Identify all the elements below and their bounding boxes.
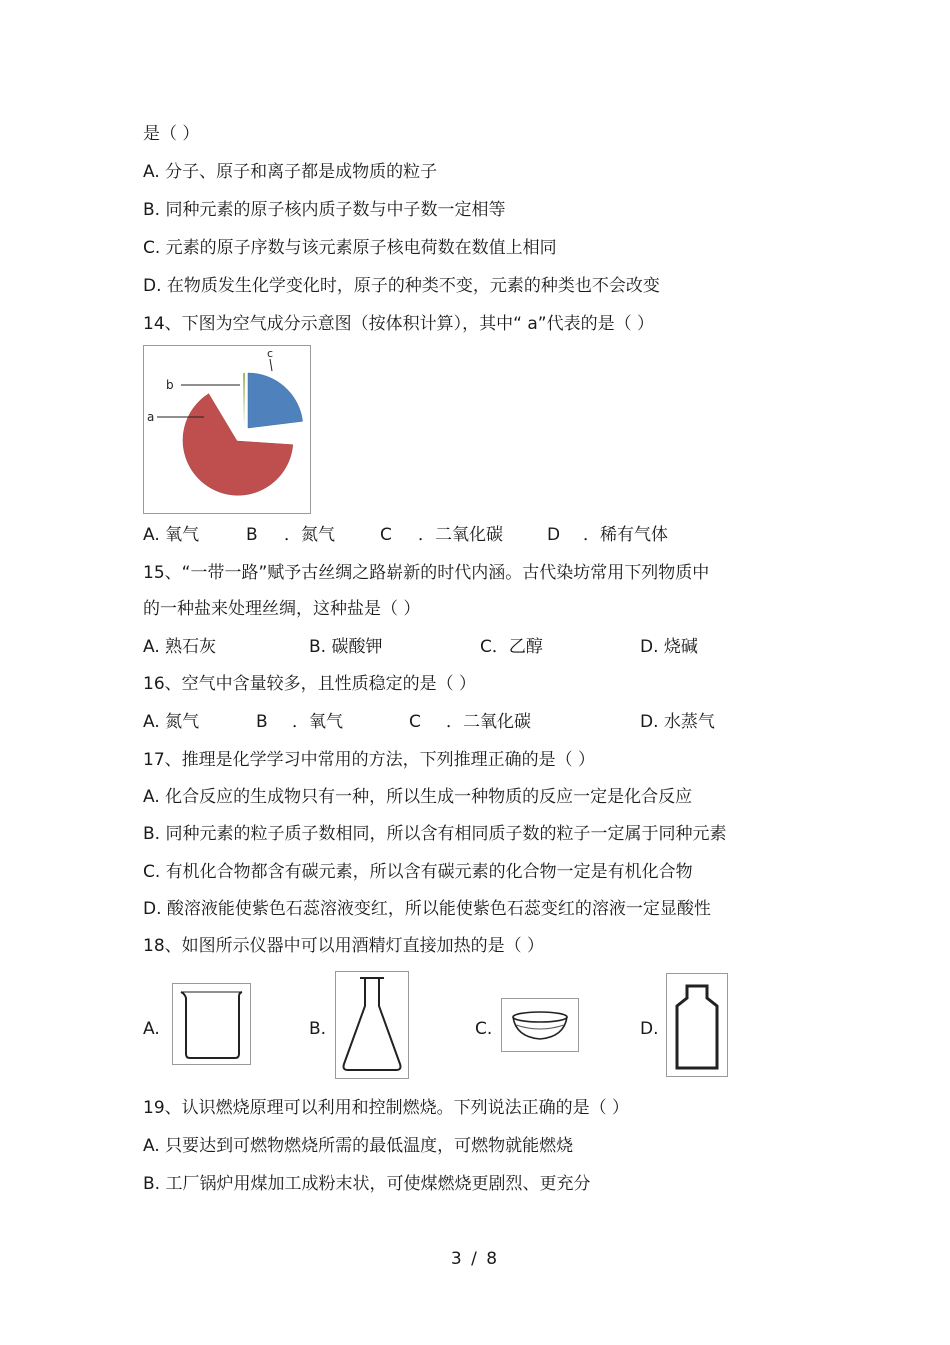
air-composition-pie: [144, 346, 310, 513]
reagent-bottle-figure: [666, 973, 728, 1077]
q19-option-a: A. 只要达到可燃物燃烧所需的最低温度，可燃物就能燃烧: [143, 1136, 574, 1156]
evaporating-dish-icon: [502, 999, 578, 1051]
q18-option-b-label: B.: [309, 1019, 327, 1039]
q18-stem: 18、如图所示仪器中可以用酒精灯直接加热的是（ ）: [143, 936, 545, 956]
q16-option-b-text: ．氧气: [292, 712, 343, 732]
q15-option-b: B. 碳酸钾: [309, 637, 383, 657]
air-composition-figure: [143, 345, 311, 514]
q14-option-c-letter: C: [380, 525, 392, 545]
q17-option-d: D. 酸溶液能使紫色石蕊溶液变红，所以能使紫色石蕊变红的溶液一定显酸性: [143, 899, 711, 919]
conical-flask-figure: [335, 971, 409, 1079]
conical-flask-icon: [336, 972, 408, 1078]
q15-option-c: C．乙醇: [480, 637, 543, 657]
q15-stem-line2: 的一种盐来处理丝绸，这种盐是（ ）: [143, 599, 421, 619]
q19-option-b: B. 工厂锅炉用煤加工成粉末状，可使煤燃烧更剧烈、更充分: [143, 1174, 591, 1194]
beaker-icon: [173, 984, 250, 1064]
q16-option-d: D. 水蒸气: [640, 712, 715, 732]
evaporating-dish-figure: [501, 998, 579, 1052]
pie-label-c: c: [267, 347, 274, 360]
q14-option-d-letter: D: [547, 525, 561, 545]
q19-stem: 19、认识燃烧原理可以利用和控制燃烧。下列说法正确的是（ ）: [143, 1098, 630, 1118]
q13-stem-tail: 是（ ）: [143, 124, 200, 144]
q18-option-a-label: A.: [143, 1019, 160, 1039]
q17-option-c: C. 有机化合物都含有碳元素，所以含有碳元素的化合物一定是有机化合物: [143, 862, 693, 882]
pie-label-b: b: [166, 378, 174, 392]
q17-stem: 17、推理是化学学习中常用的方法，下列推理正确的是（ ）: [143, 750, 596, 770]
q17-option-b: B. 同种元素的粒子质子数相同，所以含有相同质子数的粒子一定属于同种元素: [143, 824, 727, 844]
pie-sector-b: [243, 373, 245, 426]
q14-option-b-letter: B: [246, 525, 258, 545]
q14-option-b-text: ．氮气: [284, 525, 335, 545]
beaker-figure: [172, 983, 251, 1065]
q13-option-a: A. 分子、原子和离子都是成物质的粒子: [143, 162, 438, 182]
q16-option-c-text: ．二氧化碳: [446, 712, 531, 732]
q13-option-d: D. 在物质发生化学变化时，原子的种类不变，元素的种类也不会改变: [143, 276, 660, 296]
q18-option-c-label: C.: [475, 1019, 493, 1039]
reagent-bottle-icon: [667, 974, 727, 1076]
page-number: 3 / 8: [450, 1249, 500, 1269]
pie-label-a: a: [147, 410, 155, 424]
q16-option-b-letter: B: [256, 712, 268, 732]
q14-option-a: A. 氧气: [143, 525, 200, 545]
q14-option-c-text: ．二氧化碳: [418, 525, 503, 545]
q15-option-a: A. 熟石灰: [143, 637, 217, 657]
q14-stem: 14、下图为空气成分示意图（按体积计算），其中“ a”代表的是（ ）: [143, 314, 654, 334]
pie-sector-c: [248, 373, 303, 428]
q18-option-d-label: D.: [640, 1019, 659, 1039]
q15-option-d: D. 烧碱: [640, 637, 698, 657]
q14-option-d-text: ．稀有气体: [583, 525, 668, 545]
q16-stem: 16、空气中含量较多，且性质稳定的是（ ）: [143, 674, 477, 694]
q13-option-c: C. 元素的原子序数与该元素原子核电荷数在数值上相同: [143, 238, 557, 258]
q16-option-a: A. 氮气: [143, 712, 200, 732]
q16-option-c-letter: C: [409, 712, 421, 732]
q15-stem-line1: 15、“一带一路”赋予古丝绸之路崭新的时代内涵。古代染坊常用下列物质中: [143, 563, 710, 583]
q17-option-a: A. 化合反应的生成物只有一种，所以生成一种物质的反应一定是化合反应: [143, 787, 693, 807]
q13-option-b: B. 同种元素的原子核内质子数与中子数一定相等: [143, 200, 506, 220]
